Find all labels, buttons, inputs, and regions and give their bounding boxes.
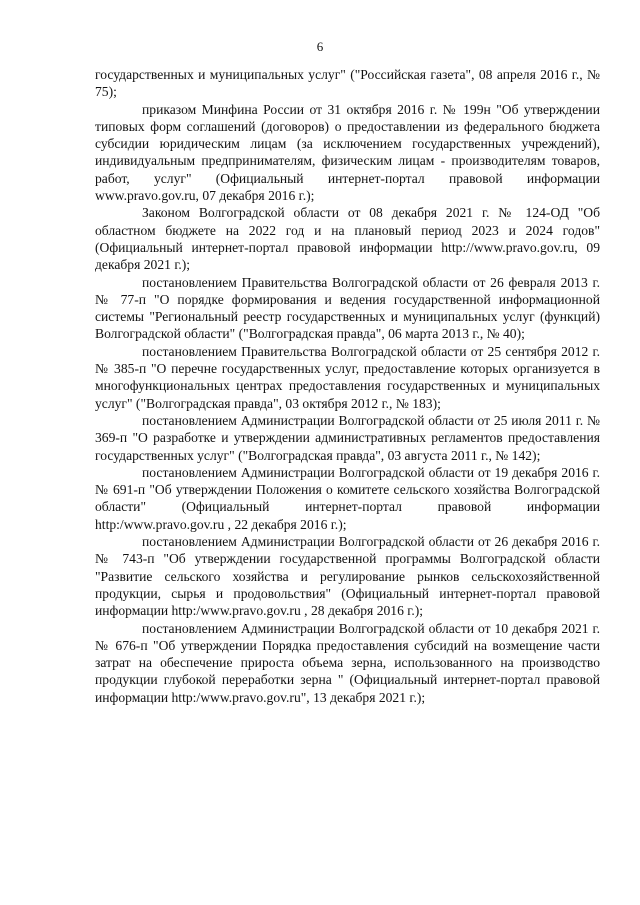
paragraph-resolution-385p: постановлением Правительства Волгоградской области от 25 сентября 2012 г. № 385-п "О перечне государственных услуг, предоставление которых организуется в многофункциональных центрах предоставления государственных и муниципальных услуг" ("Волгоградская правда", 03 октября 2012 г., № 183); [95, 343, 600, 411]
paragraph-resolution-743p: постановлением Администрации Волгоградской области от 26 декабря 2016 г. № 743-п "Об утверждении государственной программы Волгоградской области "Развитие сельского хозяйства и регулирование рынков сельскохозяйственной продукции, сырья и продовольствия" (Официальный интернет-портал правовой информации http:/www.pravo.gov.ru , 28 декабря 2016 г.); [95, 534, 600, 619]
paragraph-resolution-77p: постановлением Правительства Волгоградской области от 26 февраля 2013 г. № 77-п "О порядке формирования и ведения государственной информационной системы "Региональный реестр государственных и муниципальных услуг (функций) Волгоградской области" ("Волгоградская правда", 06 марта 2013 г., № 40); [95, 274, 600, 342]
paragraph-resolution-676p: постановлением Администрации Волгоградской области от 10 декабря 2021 г. № 676-п "Об утверждении Порядка предоставления субсидий на возмещение части затрат на обеспечение прироста объема зерна, использованного на производство продукции глубокой переработки зерна " (Официальный интернет-портал правовой информации http:/www.pravo.gov.ru", 13 декабря 2021 г.); [95, 620, 600, 705]
paragraph-minfin-order: приказом Минфина России от 31 октября 2016 г. № 199н "Об утверждении типовых форм соглашений (договоров) о предоставлении из федерального бюджета субсидии юридическим лицам (за исключением государственных учреждений), индивидуальным предпринимателям, физическим лицам - производителям товаров, работ, услуг" (Официальный интернет-портал правовой информации www.pravo.gov.ru, 07 декабря 2016 г.); [95, 101, 600, 204]
page-number: 6 [316, 39, 324, 54]
document-body [95, 66, 600, 706]
paragraph-regional-law: Законом Волгоградской области от 08 декабря 2021 г. № 124-ОД "Об областном бюджете на 2022 год и на плановый период 2023 и 2024 годов" (Официальный интернет-портал правовой информации http://www.pravo.gov.ru, 09 декабря 2021 г.); [95, 205, 600, 273]
paragraph-resolution-369p: постановлением Администрации Волгоградской области от 25 июля 2011 г. № 369-п "О разработке и утверждении административных регламентов предоставления государственных услуг" ("Волгоградская правда", 03 августа 2011 г., № 142); [95, 412, 600, 463]
paragraph-resolution-691p: постановлением Администрации Волгоградской области от 19 декабря 2016 г. № 691-п "Об утверждении Положения о комитете сельского хозяйства Волгоградской области" (Официальный интернет-портал правовой информации http:/www.pravo.gov.ru , 22 декабря 2016 г.); [95, 464, 600, 532]
paragraph-continuation: государственных и муниципальных услуг" ("Российская газета", 08 апреля 2016 г., № 75); [95, 67, 600, 100]
